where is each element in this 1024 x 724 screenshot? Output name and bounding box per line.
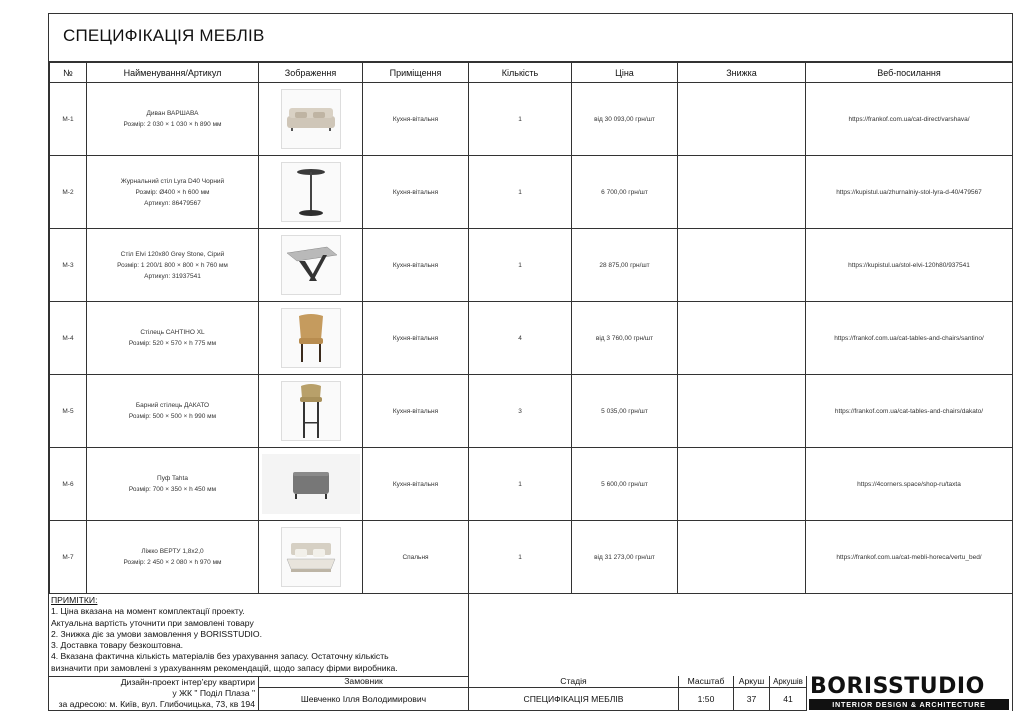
item-room: Кухня-вітальня [363,229,469,302]
dining-table-icon [281,235,341,295]
item-image-cell [259,302,363,375]
item-quantity: 4 [469,302,572,375]
item-price: від 31 273,00 грн/шт [572,521,678,594]
project-line: Дизайн-проект інтер'єру квартири [120,677,255,687]
item-name: Стілець САНТІНО XL [140,329,205,336]
item-discount [678,448,806,521]
stage-value: СПЕЦИФІКАЦІЯ МЕБЛІВ [468,687,679,711]
project-line: за адресою: м. Київ, вул. Глибочицька, 73, кв 194 [58,699,255,709]
row-number: М-1 [50,83,87,156]
customer-label: Замовник [259,676,469,688]
customer-value: Шевченко Ілля Володимирович [259,687,469,711]
item-name: Диван ВАРШАВА [146,110,199,117]
item-price: від 30 093,00 грн/шт [572,83,678,156]
spec-table [49,62,1013,594]
item-discount [678,83,806,156]
item-quantity: 1 [469,448,572,521]
sofa-icon [281,89,341,149]
item-name-cell [87,375,259,448]
item-price: від 3 760,00 грн/шт [572,302,678,375]
item-name-cell [87,229,259,302]
item-discount [678,375,806,448]
item-quantity: 3 [469,375,572,448]
item-image-cell [259,448,363,521]
item-quantity: 1 [469,229,572,302]
item-size: Розмір: 2 450 × 2 080 × h 970 мм [123,559,222,566]
table-row [50,229,1013,302]
project-address [49,676,259,711]
item-name-cell [87,302,259,375]
item-name-cell [87,156,259,229]
row-number: М-3 [50,229,87,302]
item-price: 5 035,00 грн/шт [572,375,678,448]
item-link[interactable]: https://4corners.space/shop-ru/taxta [806,448,1013,521]
item-room: Кухня-вітальня [363,302,469,375]
note-line: 2. Знижка діє за умови замовлення у BORISSTUDIO. [51,628,262,639]
item-name: Пуф Tahta [157,475,188,482]
item-quantity: 1 [469,83,572,156]
item-discount [678,521,806,594]
item-discount [678,156,806,229]
logo-tagline: INTERIOR DESIGN & ARCHITECTURE [809,699,1009,710]
chair-icon [281,308,341,368]
item-name: Стіл Elvi 120х80 Grey Stone, Сірий [120,250,225,258]
col-image: Зображення [259,63,363,83]
item-price: 28 875,00 грн/шт [572,229,678,302]
col-price: Ціна [572,63,678,83]
spec-sheet [48,13,1013,711]
item-image-cell [259,83,363,156]
sheets-value: 41 [769,687,807,711]
scale-label: Масштаб [678,676,734,688]
item-size: Розмір: 2 030 × 1 030 × h 890 мм [123,121,222,128]
item-image-cell [259,156,363,229]
row-number: М-5 [50,375,87,448]
item-price: 6 700,00 грн/шт [572,156,678,229]
logo-name: BORISSTUDIO [810,674,985,699]
table-row [50,375,1013,448]
title-block [49,676,1012,711]
pouf-icon [262,454,360,514]
item-name-cell [87,448,259,521]
item-name-cell [87,83,259,156]
note-line: 4. Вказана фактична кількість матеріалів без урахування запасу. Остаточну кількість [51,651,389,662]
item-link[interactable]: https://kupistul.ua/zhurnalniy-stol-lyra-d-40/479567 [806,156,1013,229]
col-discount: Знижка [678,63,806,83]
item-link[interactable]: https://frankof.com.ua/cat-tables-and-chairs/dakato/ [806,375,1013,448]
item-image-cell [259,375,363,448]
table-row [50,302,1013,375]
item-name-cell [87,521,259,594]
item-name: Журнальний стіл Lyra D40 Чорний [120,177,225,185]
item-link[interactable]: https://frankof.com.ua/cat-tables-and-chairs/santino/ [806,302,1013,375]
item-room: Спальня [363,521,469,594]
col-quantity: Кількість [469,63,572,83]
item-size: Розмір: Ø400 × h 600 мм [135,188,210,196]
side-table-icon [281,162,341,222]
item-discount [678,229,806,302]
item-room: Кухня-вітальня [363,156,469,229]
item-article: Артикул: 31937541 [144,272,201,280]
item-name: Ліжко ВЕРТУ 1,8х2,0 [141,548,204,555]
item-size: Розмір: 700 × 350 × h 450 мм [128,486,217,493]
row-number: М-4 [50,302,87,375]
note-line: 1. Ціна вказана на момент комплектації проекту. [51,606,245,617]
table-row [50,448,1013,521]
item-link[interactable]: https://kupistul.ua/stol-elvi-120h80/937541 [806,229,1013,302]
item-quantity: 1 [469,156,572,229]
note-line: 3. Доставка товару безкоштовна. [51,640,184,651]
item-image-cell [259,521,363,594]
row-number: М-6 [50,448,87,521]
table-row [50,83,1013,156]
bar-stool-icon [281,381,341,441]
item-size: Розмір: 500 × 500 × h 990 мм [128,413,217,420]
col-room: Приміщення [363,63,469,83]
item-price: 5 600,00 грн/шт [572,448,678,521]
item-link[interactable]: https://frankof.com.ua/cat-direct/varshava/ [806,83,1013,156]
project-line: у ЖК " Поділ Плаза " [172,688,255,698]
row-number: М-7 [50,521,87,594]
note-line: Актуальна вартість уточнити при замовлені товару [51,617,254,628]
table-row [50,156,1013,229]
page-title: СПЕЦИФІКАЦІЯ МЕБЛІВ [63,26,265,45]
table-header-row [50,63,1013,83]
item-room: Кухня-вітальня [363,375,469,448]
item-name: Барний стілець ДАКАТО [135,402,210,409]
col-number: № [50,63,87,83]
row-number: М-2 [50,156,87,229]
sheets-label: Аркушів [769,676,807,688]
item-discount [678,302,806,375]
table-row [50,521,1013,594]
col-name: Найменування/Артикул [87,63,259,83]
col-link: Веб-посилання [806,63,1013,83]
sheet-label: Аркуш [733,676,770,688]
item-room: Кухня-вітальня [363,448,469,521]
notes-block [49,593,469,677]
title-box [49,14,1012,62]
item-size: Розмір: 520 × 570 × h 775 мм [128,340,217,347]
item-size: Розмір: 1 200/1 800 × 800 × h 760 мм [117,261,228,269]
item-quantity: 1 [469,521,572,594]
stage-label: Стадія [468,676,679,688]
item-room: Кухня-вітальня [363,83,469,156]
bed-icon [281,527,341,587]
item-image-cell [259,229,363,302]
item-link[interactable]: https://frankof.com.ua/cat-mebli-horeca/vertu_bed/ [806,521,1013,594]
note-line: визначити при замовлені з урахуванням рекомендацій, щодо запасу фірми виробника. [51,662,398,673]
sheet-value: 37 [733,687,770,711]
studio-logo [807,676,1012,711]
scale-value: 1:50 [678,687,734,711]
notes-heading: ПРИМІТКИ: [51,595,98,605]
item-article: Артикул: 86479567 [144,199,201,207]
